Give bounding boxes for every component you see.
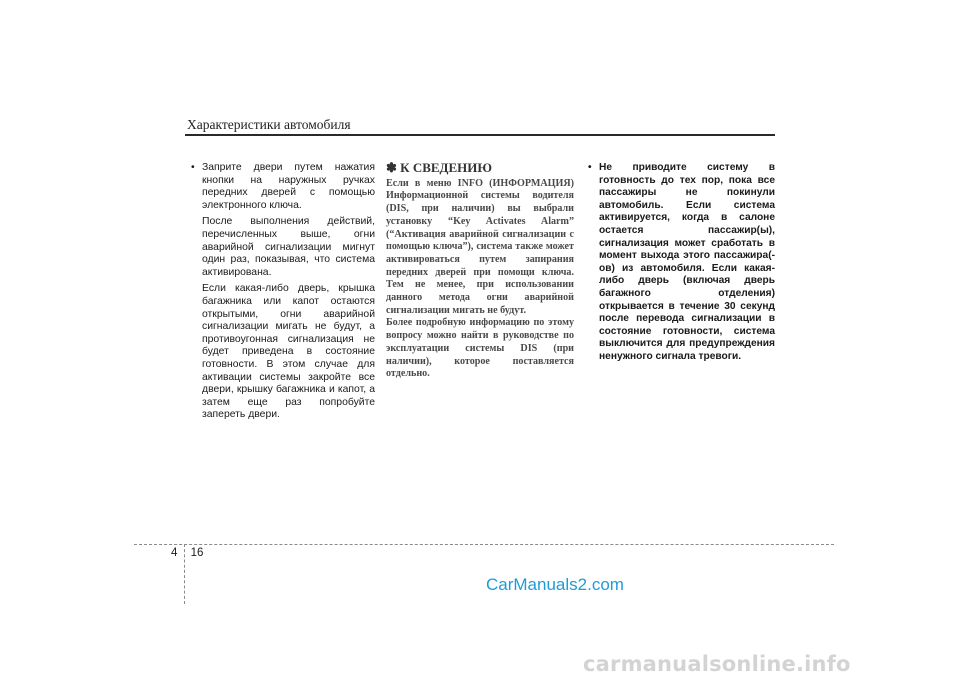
notice-title: ✽ К СВЕДЕНИЮ: [386, 160, 493, 175]
column-right: [587, 162, 775, 368]
page-header-title: Характеристики автомобиля: [187, 117, 351, 132]
watermark-carmanuals2[interactable]: CarManuals2.com: [486, 575, 624, 594]
paragraph-activation: После выполнения действий, перечисленных выше, огни аварийной сигнализации мигнут один раз, показывая, что система активирована.: [202, 216, 375, 278]
notice-block: [386, 162, 574, 381]
notice-paragraph-2: Более подробную информацию по этому вопросу можно найти в руководстве по эксплуатации системы DIS (при наличии), которое поставляется отдельно.: [386, 317, 574, 380]
warning-bullet: • Не приводите систему в готовность до тех пор, пока все пассажиры не покинули автомобиль. Если система активируется, когда в салоне остается пассажир(ы), сигнализация может сработать в момент выхода этого пассажира(-ов) из автомобиля. Если какая-либо дверь (включая дверь багажного отделения) открывается в течение 30 секунд после перевода сигнализации в состояние готовности, система выключится для предупреждения ненужного сигнала тревоги.: [587, 162, 775, 364]
page-number-value: 16: [190, 547, 204, 559]
header-rule: [185, 134, 775, 136]
page-number: [171, 547, 203, 559]
footer-dashed-rule: [134, 544, 834, 545]
paragraph-open-door: Если какая-либо дверь, крышка багажника или капот остаются открытыми, огни аварийной сигнализации мигать не будут, а противоугонная сигнализация не будет приведена в состояние готовности. В этом случае для активации системы закройте все двери, крышку багажника и капот, а затем еще раз попробуйте запереть двери.: [202, 283, 375, 421]
notice-paragraph-1: Если в меню INFO (ИНФОРМАЦИЯ) Информационной системы водителя (DIS, при наличии) вы выбрали установку “Key Activates Alarm” (“Активация аварийной сигнализации с помощью ключа”), система также может активироваться путем запирания передних дверей при помощи ключа. Тем не менее, при использовании данного метода огни аварийной сигнализации мигать не будут.: [386, 177, 574, 316]
watermark-carmanualsonline[interactable]: carmanualsonline.info: [583, 652, 851, 676]
instruction-bullet: • Заприте двери путем нажатия кнопки на наружных ручках передних дверей с помощью электронного ключа.: [190, 162, 375, 212]
section-number: 4: [171, 547, 178, 559]
column-left: [190, 162, 375, 426]
